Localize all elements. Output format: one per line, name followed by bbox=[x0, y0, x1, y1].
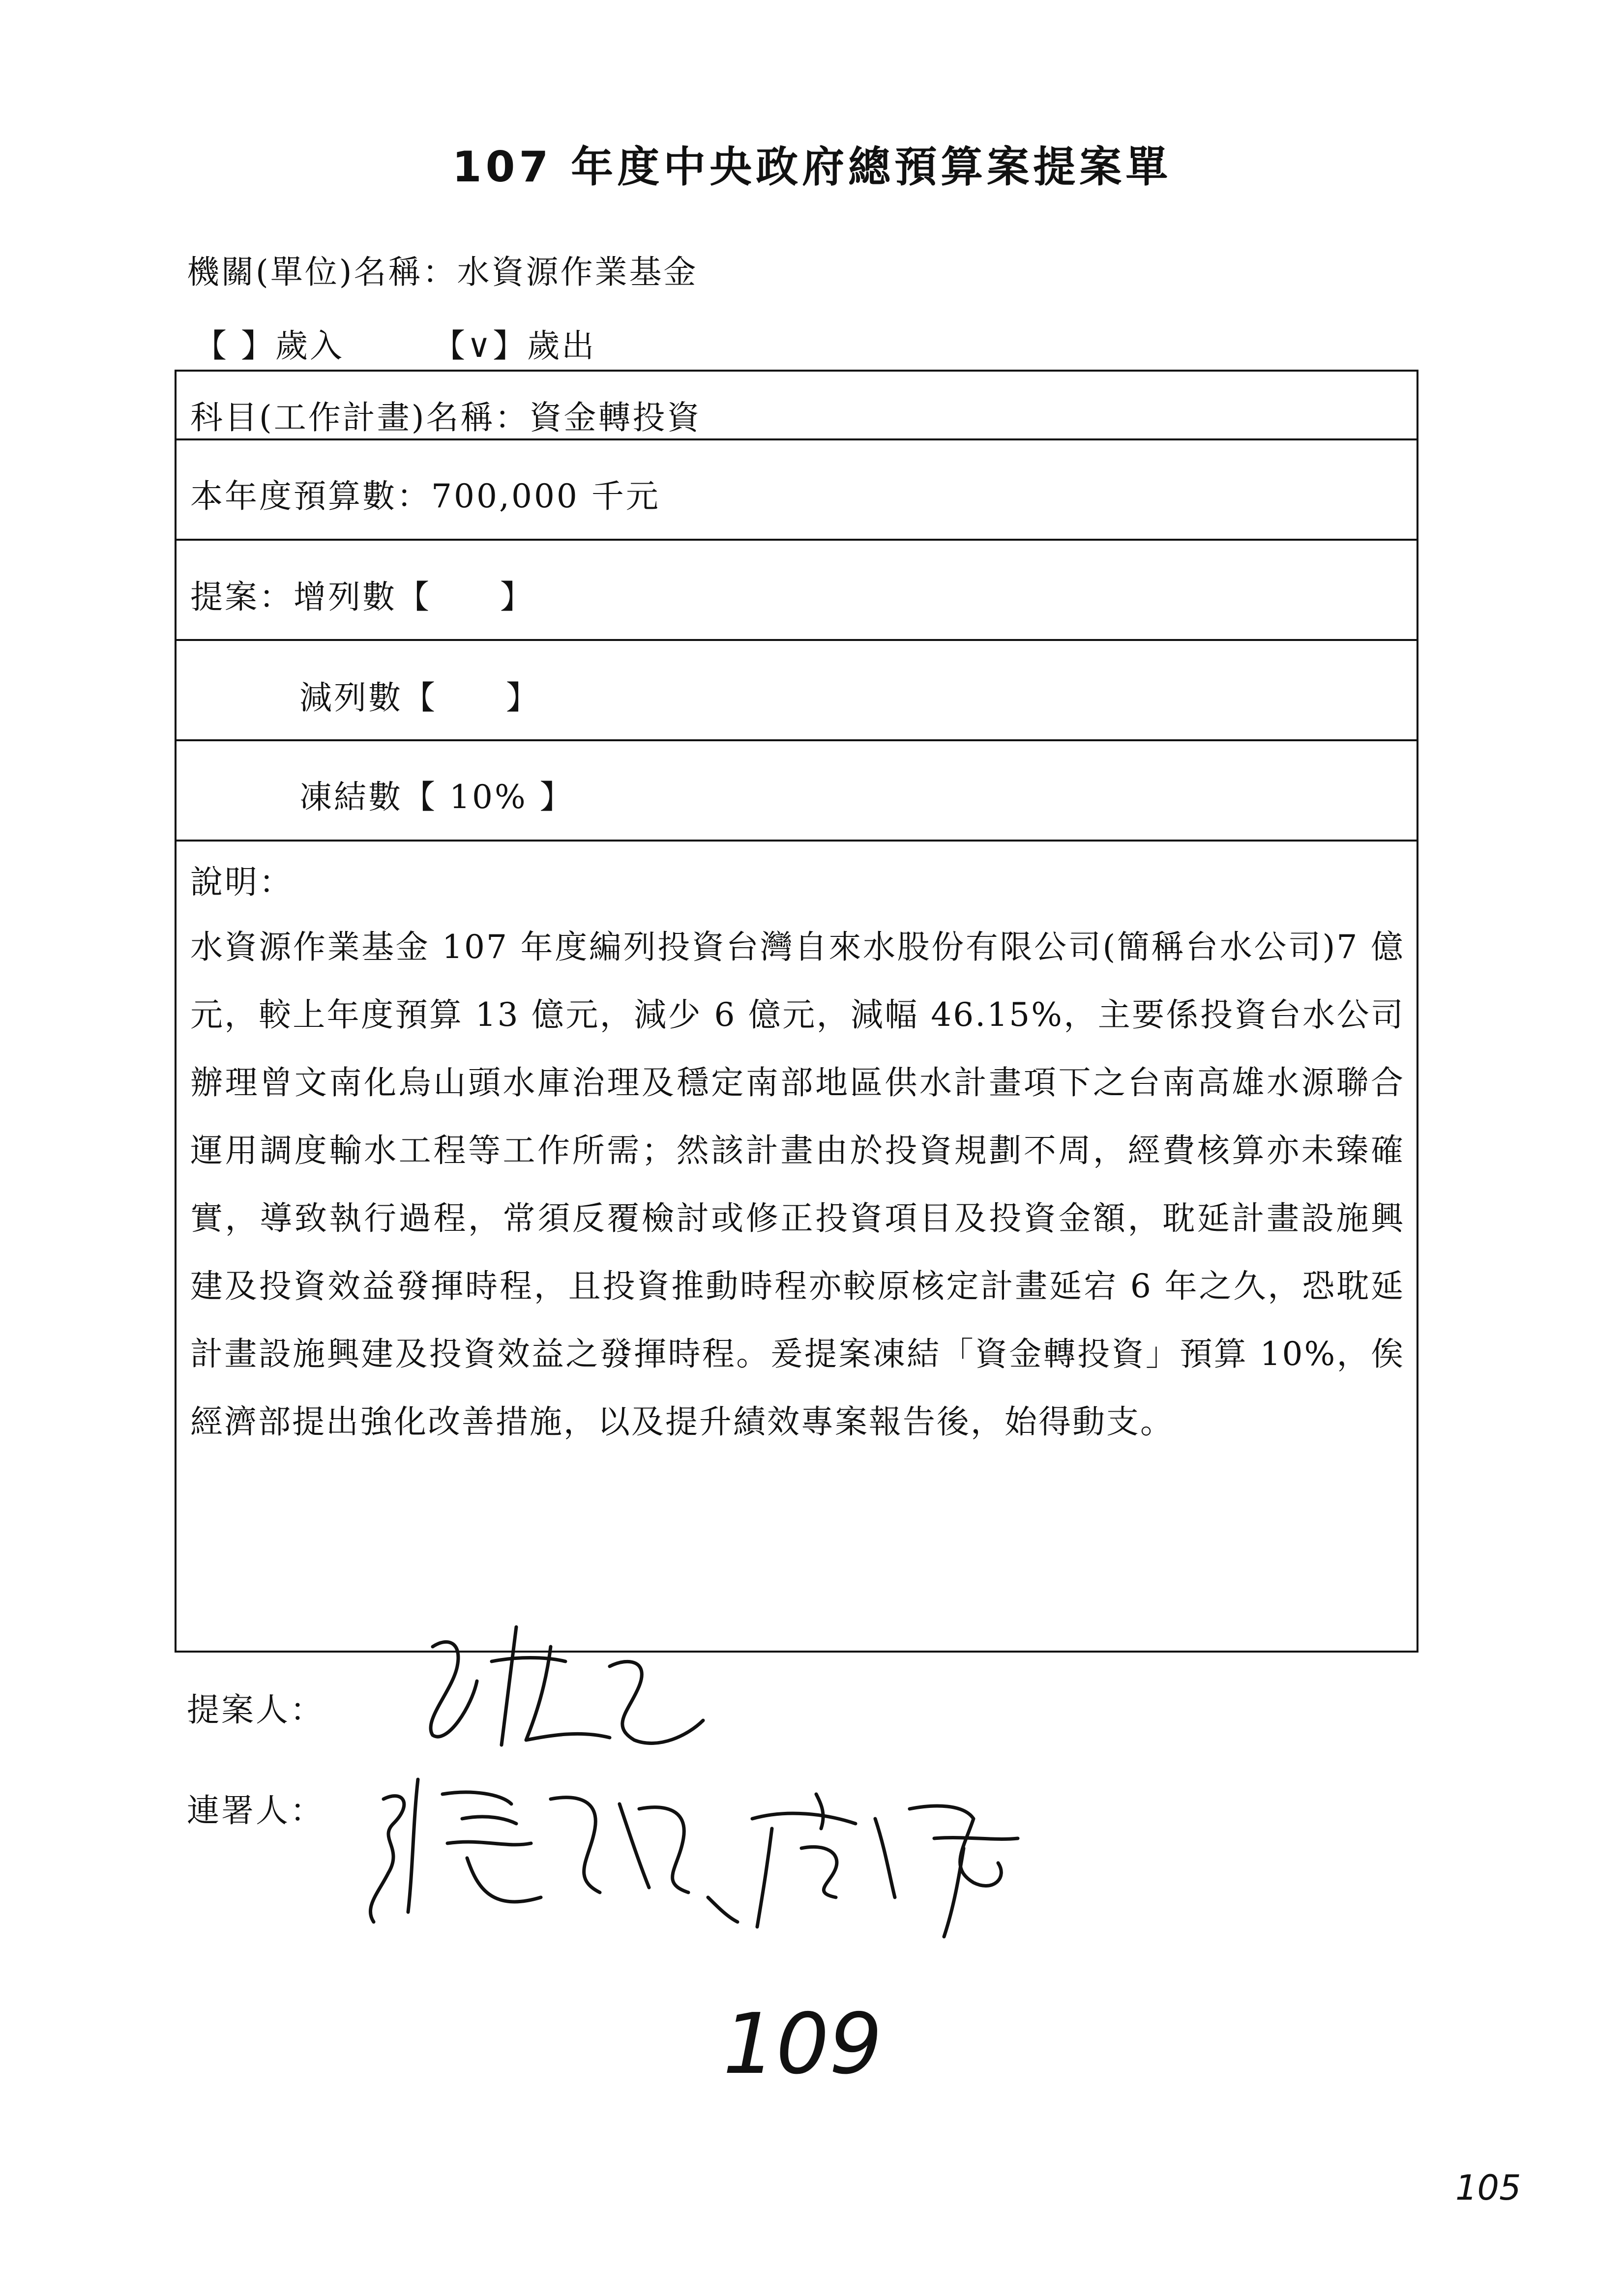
budget-amount: 本年度預算數：700,000 千元 bbox=[190, 477, 660, 515]
proposal-increase: 提案：增列數【 】 bbox=[190, 578, 534, 616]
cosigner-label: 連署人： bbox=[187, 1792, 325, 1830]
handwritten-corner-number: 105 bbox=[1455, 2168, 1521, 2208]
table-divider bbox=[177, 840, 1417, 842]
explanation-text: 水資源作業基金 107 年度編列投資台灣自來水股份有限公司(簡稱台水公司)7 億元，較上年度預算 13 億元，減少 6 億元，減幅 46.15%，主要係投資台水公司辦理曾文南化烏山頭水庫治理及穩定南部地區供水計畫項下之台南高雄水源聯合運用調度輸水工程等工作所需；然該計畫由於投資規劃不周，經費核算亦未臻確實，導致執行過程，常須反覆檢討或修正投資項目及投資金額，耽延計畫設施興建及投資效益發揮時程，且投資推動時程亦較原核定計畫延宕 6 年之久，恐耽延計畫設施興建及投資效益之發揮時程。爰提案凍結「資金轉投資」預算 10%，俟經濟部提出強化改善措施，以及提升績效專案報告後，始得動支。 bbox=[190, 928, 1405, 1441]
document-title: 107 年度中央政府總預算案提案單 bbox=[452, 143, 1172, 192]
item-name: 科目(工作計畫)名稱：資金轉投資 bbox=[190, 399, 702, 436]
proposal-freeze: 凍結數【 10% 】 bbox=[299, 778, 574, 816]
explanation-label: 說明： bbox=[190, 863, 294, 901]
table-divider bbox=[177, 539, 1417, 541]
proposal-table bbox=[175, 370, 1418, 1653]
proposal-decrease: 減列數【 】 bbox=[299, 679, 540, 717]
table-divider bbox=[177, 639, 1417, 641]
agency-line: 機關(單位)名稱：水資源作業基金 bbox=[187, 253, 698, 291]
cosigner-signatures bbox=[344, 1750, 1057, 1947]
expenditure-checkbox-label: 【∨】歲出 bbox=[433, 327, 596, 365]
table-divider bbox=[177, 438, 1417, 440]
handwritten-page-number: 109 bbox=[723, 1996, 883, 2093]
table-divider bbox=[177, 739, 1417, 741]
revenue-checkbox-label: 【 】歲入 bbox=[194, 327, 344, 365]
proposer-label: 提案人： bbox=[187, 1691, 325, 1729]
proposer-signature bbox=[403, 1607, 723, 1765]
